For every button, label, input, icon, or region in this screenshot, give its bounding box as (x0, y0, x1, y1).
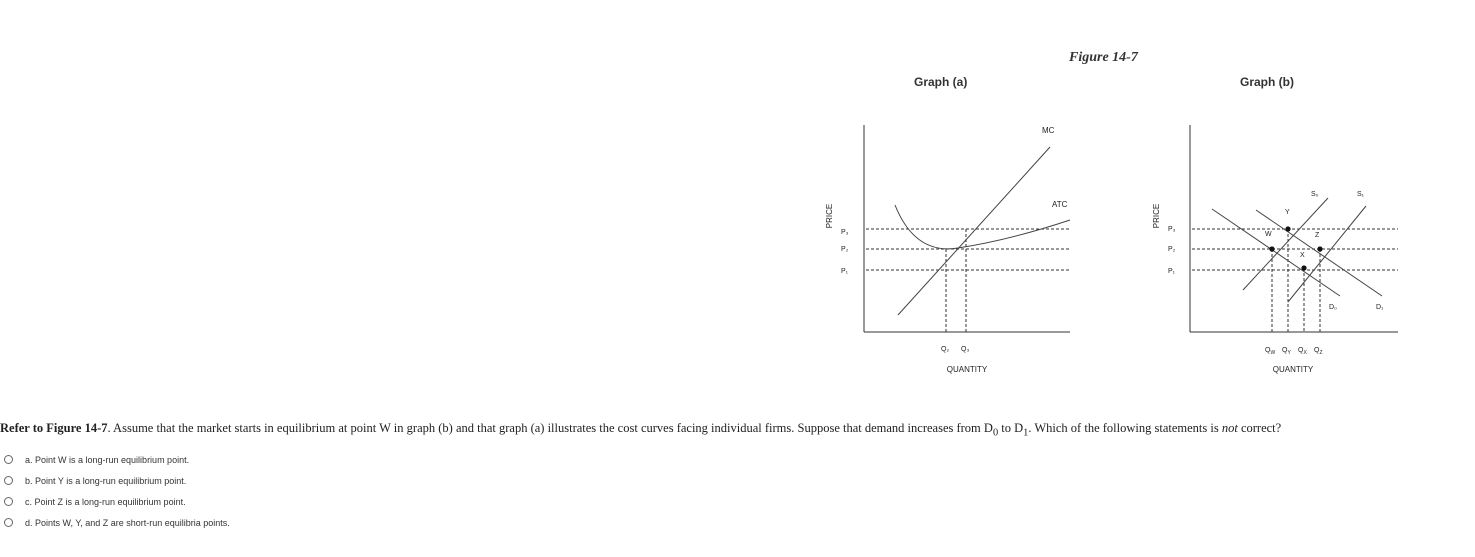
graph-b-qw-label: $Q_W$ (1265, 347, 1276, 356)
graph-a-p1-label: P₁ (841, 268, 849, 275)
option-b[interactable] (4, 470, 230, 491)
graph-b-title: Graph (b) (1240, 75, 1294, 89)
graph-a-q2-label: Q₂ (941, 346, 950, 353)
d1-label: D₁ (1376, 304, 1384, 311)
graph-a-y-label: PRICE (825, 203, 834, 229)
radio-c[interactable] (4, 497, 13, 506)
point-z-label: Z (1315, 232, 1320, 239)
graph-b-qz-label: $Q_Z$ (1314, 347, 1323, 356)
graph-b-p2-label: P₂ (1168, 246, 1176, 253)
question-text: Refer to Figure 14-7. Assume that the market starts in equilibrium at point W in graph (b) and that graph (a) illustrates the cost curves facing individual firms. Suppose that demand increases from $D_0$ to $D_1$. Which of the following statements is not correct? (0, 421, 1282, 439)
graph-a-title: Graph (a) (914, 75, 968, 89)
d1-curve (1256, 210, 1382, 296)
option-a[interactable] (4, 449, 230, 470)
option-c[interactable] (4, 491, 230, 512)
radio-b[interactable] (4, 476, 13, 485)
point-w (1269, 246, 1274, 251)
graph-b-qy-label: $Q_Y$ (1282, 347, 1291, 356)
graph-a-p2-label: P₂ (841, 246, 849, 253)
point-x-label: X (1300, 252, 1305, 259)
d0-curve (1212, 209, 1340, 296)
option-b-label: b. Point Y is a long-run equilibrium point. (25, 475, 187, 486)
graph-b-p3-label: P₃ (1168, 226, 1176, 233)
option-a-label: a. Point W is a long-run equilibrium point. (25, 454, 190, 465)
radio-d[interactable] (4, 518, 13, 527)
radio-a[interactable] (4, 455, 13, 464)
point-y (1285, 226, 1290, 231)
graph-a-q3-label: Q₃ (961, 346, 970, 353)
option-c-label: c. Point Z is a long-run equilibrium point. (25, 496, 186, 507)
graph-b-qx-label: $Q_X$ (1298, 347, 1307, 356)
s0-label: S₀ (1311, 191, 1319, 198)
graph-b-x-label: QUANTITY (1272, 365, 1314, 374)
graph-a-x-label: QUANTITY (946, 365, 988, 374)
figure-reference: Refer to Figure 14-7 (0, 421, 108, 435)
option-d-label: d. Points W, Y, and Z are short-run equilibria points. (25, 517, 230, 528)
option-d[interactable] (4, 512, 230, 533)
s1-label: S₁ (1357, 191, 1365, 198)
graph-b-y-label: PRICE (1152, 203, 1161, 229)
answer-options (4, 449, 230, 533)
figure-title: Figure 14-7 (1069, 50, 1138, 65)
atc-label: ATC (1052, 200, 1068, 209)
graph-b-p1-label: P₁ (1168, 268, 1176, 275)
mc-label: MC (1042, 126, 1055, 135)
point-z (1317, 246, 1322, 251)
point-x (1301, 265, 1306, 270)
point-y-label: Y (1285, 209, 1290, 216)
graph-a-p3-label: P₃ (841, 229, 849, 236)
d0-label: D₀ (1329, 304, 1337, 311)
point-w-label: W (1265, 231, 1272, 238)
